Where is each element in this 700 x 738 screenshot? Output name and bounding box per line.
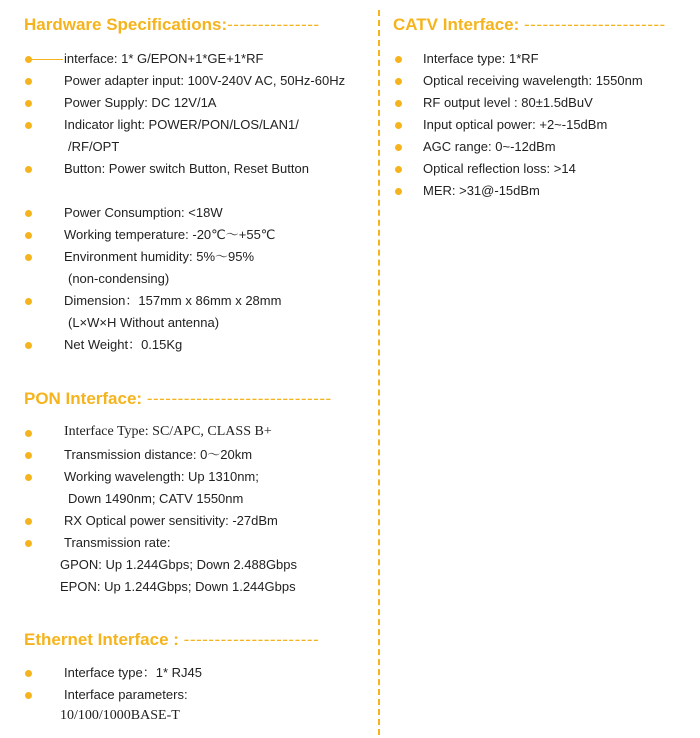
hw-dimension: Dimension：157mm x 86mm x 28mm bbox=[64, 293, 282, 308]
hw-button: Button: Power switch Button, Reset Button bbox=[64, 161, 309, 176]
catv-section-title: CATV Interface: ----------------------- bbox=[393, 15, 666, 34]
catv-mer: MER: >31@-15dBm bbox=[423, 183, 540, 198]
hardware-section-title: Hardware Specifications:--------------- bbox=[24, 15, 320, 34]
pon-interface-type: Interface Type: SC/APC, CLASS B+ bbox=[64, 424, 272, 439]
bullet-icon bbox=[25, 166, 32, 173]
bullet-icon bbox=[25, 692, 32, 699]
bullet-icon bbox=[25, 474, 32, 481]
eth-interface-type: Interface type：1* RJ45 bbox=[64, 665, 203, 680]
pon-transmission-rate: Transmission rate: bbox=[64, 535, 171, 550]
hw-indicator-light-cont: /RF/OPT bbox=[68, 139, 120, 154]
column-divider bbox=[378, 10, 380, 735]
bullet-icon bbox=[25, 342, 32, 349]
bullet-icon bbox=[395, 166, 402, 173]
bullet-icon bbox=[25, 100, 32, 107]
bullet-icon bbox=[25, 232, 32, 239]
bullet-icon bbox=[25, 298, 32, 305]
hw-interface: interface: 1* G/EPON+1*GE+1*RF bbox=[64, 51, 264, 66]
bullet-icon bbox=[25, 210, 32, 217]
hw-power-consumption: Power Consumption: <18W bbox=[64, 205, 223, 220]
bullet-icon bbox=[395, 188, 402, 195]
bullet-icon bbox=[25, 540, 32, 547]
bullet-icon bbox=[395, 78, 402, 85]
bullet-icon bbox=[25, 670, 32, 677]
bullet-icon bbox=[25, 430, 32, 437]
bullet-connector-line bbox=[31, 59, 63, 60]
hw-power-supply: Power Supply: DC 12V/1A bbox=[64, 95, 217, 110]
pon-epon-rate: EPON: Up 1.244Gbps; Down 1.244Gbps bbox=[60, 579, 296, 594]
pon-rx-sensitivity: RX Optical power sensitivity: -27dBm bbox=[64, 513, 278, 528]
catv-agc-range: AGC range: 0~-12dBm bbox=[423, 139, 556, 154]
pon-working-wavelength-cont: Down 1490nm; CATV 1550nm bbox=[68, 491, 244, 506]
bullet-icon bbox=[395, 122, 402, 129]
catv-interface-type: Interface type: 1*RF bbox=[423, 51, 539, 66]
catv-rf-output-level: RF output level : 80±1.5dBuV bbox=[423, 95, 593, 110]
hw-working-temperature: Working temperature: -20℃～+55℃ bbox=[64, 227, 276, 242]
bullet-icon bbox=[25, 452, 32, 459]
bullet-icon bbox=[395, 100, 402, 107]
hw-net-weight: Net Weight：0.15Kg bbox=[64, 337, 183, 352]
eth-interface-parameters-value: 10/100/1000BASE-T bbox=[60, 708, 180, 723]
hw-power-adapter: Power adapter input: 100V-240V AC, 50Hz-60Hz bbox=[64, 73, 346, 88]
bullet-icon bbox=[395, 144, 402, 151]
eth-interface-parameters: Interface parameters: bbox=[64, 687, 188, 702]
bullet-icon bbox=[25, 518, 32, 525]
hw-indicator-light: Indicator light: POWER/PON/LOS/LAN1/ bbox=[64, 117, 299, 132]
catv-receiving-wavelength: Optical receiving wavelength: 1550nm bbox=[423, 73, 643, 88]
hw-humidity-cont: (non-condensing) bbox=[68, 271, 170, 286]
pon-working-wavelength: Working wavelength: Up 1310nm; bbox=[64, 469, 259, 484]
catv-input-optical-power: Input optical power: +2~-15dBm bbox=[423, 117, 608, 132]
hw-dimension-cont: (L×W×H Without antenna) bbox=[68, 315, 220, 330]
catv-optical-reflection-loss: Optical reflection loss: >14 bbox=[423, 161, 576, 176]
hw-humidity: Environment humidity: 5%～95% bbox=[64, 249, 255, 264]
ethernet-section-title: Ethernet Interface : ---------------------- bbox=[24, 630, 320, 649]
bullet-icon bbox=[395, 56, 402, 63]
bullet-icon bbox=[25, 78, 32, 85]
bullet-icon bbox=[25, 254, 32, 261]
pon-section-title: PON Interface: ------------------------------ bbox=[24, 389, 332, 408]
pon-transmission-distance: Transmission distance: 0～20km bbox=[64, 447, 253, 462]
pon-gpon-rate: GPON: Up 1.244Gbps; Down 2.488Gbps bbox=[60, 557, 298, 572]
bullet-icon bbox=[25, 122, 32, 129]
